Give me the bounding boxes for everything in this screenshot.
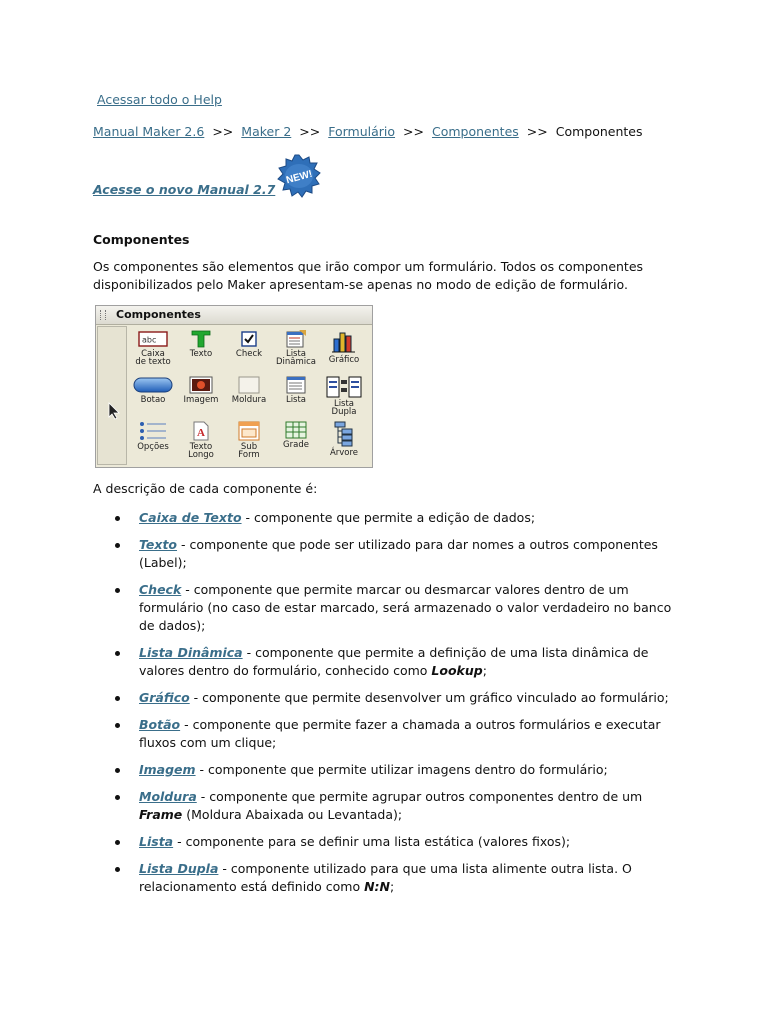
component-link[interactable]: Check xyxy=(139,582,182,597)
component-description: - componente para se definir uma lista estática (valores fixos); xyxy=(173,834,571,849)
lista-dupla-icon xyxy=(326,376,362,398)
palette-item-label: Árvore xyxy=(329,448,359,458)
palette-item-label: Moldura xyxy=(231,395,267,405)
palette-item-label: Opções xyxy=(137,442,169,452)
component-emphasis: N:N xyxy=(364,879,391,894)
sub-form-icon xyxy=(238,421,260,441)
description-intro: A descrição de cada componente é: xyxy=(93,481,318,496)
new-badge-icon xyxy=(277,154,321,198)
palette-item-sub-form xyxy=(225,421,273,459)
palette-item-label: de texto xyxy=(135,357,171,367)
bullet-icon xyxy=(115,516,120,521)
breadcrumb-item-manual[interactable]: Manual Maker 2.6 xyxy=(93,124,205,139)
component-link[interactable]: Lista xyxy=(139,834,174,849)
palette-item-label: Form xyxy=(238,450,260,460)
palette-item-lista xyxy=(272,376,320,404)
bullet-icon xyxy=(115,768,120,773)
list-item xyxy=(93,860,683,896)
palette-item-label: Lista xyxy=(285,349,307,359)
breadcrumb-separator: >> xyxy=(403,124,424,139)
component-link[interactable]: Lista Dupla xyxy=(139,861,219,876)
check-icon xyxy=(240,330,258,348)
breadcrumb-item-formulario[interactable]: Formulário xyxy=(328,124,396,139)
arvore-icon xyxy=(333,421,355,447)
component-emphasis: Frame xyxy=(139,807,183,822)
bullet-icon xyxy=(115,840,120,845)
component-description: - componente utilizado para que uma lista alimente outra lista. O relacionamento está definido como xyxy=(139,861,632,894)
component-description: - componente que permite a edição de dados; xyxy=(241,510,536,525)
components-palette-image xyxy=(95,305,373,468)
component-description: - componente que permite fazer a chamada a outros formulários e executar fluxos com um clique; xyxy=(139,717,661,750)
bullet-icon xyxy=(115,867,120,872)
bullet-icon xyxy=(115,795,120,800)
palette-item-lista-dupla xyxy=(320,376,368,416)
opcoes-icon xyxy=(138,421,168,441)
palette-item-label: Texto xyxy=(189,349,213,359)
palette-pointer-bar xyxy=(97,326,127,465)
help-link[interactable]: Acessar todo o Help xyxy=(97,92,222,107)
moldura-icon xyxy=(237,376,261,394)
breadcrumb xyxy=(93,124,643,139)
new-manual-link[interactable]: Acesse o novo Manual 2.7 xyxy=(93,182,276,197)
pointer-cursor-icon xyxy=(108,402,120,420)
palette-item-label: Texto xyxy=(189,442,213,452)
palette-item-lista-dinamica xyxy=(272,330,320,366)
palette-item-moldura xyxy=(225,376,273,404)
breadcrumb-item-componentes[interactable]: Componentes xyxy=(432,124,519,139)
component-link[interactable]: Gráfico xyxy=(139,690,190,705)
grafico-icon xyxy=(331,330,357,354)
component-description: - componente que pode ser utilizado para dar nomes a outros componentes (Label); xyxy=(139,537,658,570)
palette-item-grade xyxy=(272,421,320,449)
palette-item-label: Longo xyxy=(188,450,214,460)
component-link[interactable]: Botão xyxy=(139,717,181,732)
list-item xyxy=(93,788,683,824)
grade-icon xyxy=(285,421,307,439)
bullet-icon xyxy=(115,588,120,593)
list-item xyxy=(93,833,683,851)
component-description: - componente que permite desenvolver um gráfico vinculado ao formulário; xyxy=(189,690,669,705)
component-description: - componente que permite agrupar outros componentes dentro de um xyxy=(196,789,643,804)
palette-item-grafico xyxy=(320,330,368,364)
bullet-icon xyxy=(115,543,120,548)
palette-item-label: Lista xyxy=(333,399,355,409)
svg-text:abc: abc xyxy=(142,335,157,345)
list-item xyxy=(93,644,683,680)
list-item xyxy=(93,536,683,572)
new-manual-row xyxy=(93,156,321,198)
palette-item-arvore xyxy=(320,421,368,457)
component-description-end: ; xyxy=(482,663,487,678)
breadcrumb-current: Componentes xyxy=(555,124,643,139)
palette-item-caixa-de-texto xyxy=(129,330,177,366)
list-item xyxy=(93,689,683,707)
bullet-icon xyxy=(115,696,120,701)
list-item xyxy=(93,761,683,779)
palette-item-label: Gráfico xyxy=(328,355,360,365)
texto-icon xyxy=(190,330,212,348)
lista-dinamica-icon xyxy=(285,330,307,348)
botao-icon xyxy=(133,376,173,394)
palette-item-label: Check xyxy=(235,349,263,359)
palette-item-label: Imagem xyxy=(183,395,219,405)
component-description-end: ; xyxy=(390,879,395,894)
component-link[interactable]: Imagem xyxy=(139,762,196,777)
palette-title: Componentes xyxy=(96,306,372,325)
component-link[interactable]: Caixa de Texto xyxy=(139,510,242,525)
texto-longo-icon xyxy=(191,421,211,441)
component-emphasis: Lookup xyxy=(431,663,483,678)
breadcrumb-separator: >> xyxy=(212,124,234,139)
bullet-icon xyxy=(115,723,120,728)
palette-item-label: Caixa xyxy=(141,349,165,359)
component-description: - componente que permite a definição de uma lista dinâmica de valores dentro do formulário, conhecido como xyxy=(139,645,649,678)
caixa-de-texto-icon xyxy=(138,330,168,348)
component-link[interactable]: Texto xyxy=(139,537,178,552)
help-link-container xyxy=(97,92,222,107)
bullet-icon xyxy=(115,651,120,656)
svg-text:A: A xyxy=(197,427,205,439)
breadcrumb-item-maker2[interactable]: Maker 2 xyxy=(241,124,292,139)
palette-item-texto xyxy=(177,330,225,358)
component-description-end: (Moldura Abaixada ou Levantada); xyxy=(182,807,403,822)
list-item xyxy=(93,581,683,635)
palette-item-label: Dupla xyxy=(331,407,357,417)
component-link[interactable]: Moldura xyxy=(139,789,197,804)
imagem-icon xyxy=(189,376,213,394)
palette-item-label: Dinâmica xyxy=(275,357,317,367)
palette-item-check xyxy=(225,330,273,358)
component-description: - componente que permite utilizar imagens dentro do formulário; xyxy=(195,762,608,777)
palette-item-label: Grade xyxy=(283,440,309,450)
palette-item-texto-longo xyxy=(177,421,225,459)
section-intro: Os componentes são elementos que irão compor um formulário. Todos os componentes disponibilizados pelo Maker apresentam-se apenas no modo de edição de formulário. xyxy=(93,259,644,292)
section-title: Componentes xyxy=(93,232,190,247)
lista-icon xyxy=(285,376,307,394)
list-item xyxy=(93,509,683,527)
palette-item-label: Lista xyxy=(285,395,307,405)
breadcrumb-separator: >> xyxy=(299,124,321,139)
palette-item-imagem xyxy=(177,376,225,404)
palette-item-botao xyxy=(129,376,177,404)
palette-grip-icon xyxy=(100,310,106,320)
breadcrumb-separator: >> xyxy=(526,124,548,139)
palette-item-label: Sub xyxy=(240,442,258,452)
palette-item-opcoes xyxy=(129,421,177,451)
list-item xyxy=(93,716,683,752)
new-badge-text: NEW! xyxy=(285,168,314,187)
component-link[interactable]: Lista Dinâmica xyxy=(139,645,243,660)
components-list xyxy=(93,509,683,896)
component-description: - componente que permite marcar ou desmarcar valores dentro de um formulário (no caso de estar marcado, será armazenado o valor verdadeiro no banco de dados); xyxy=(139,582,672,633)
palette-item-label: Botao xyxy=(140,395,166,405)
